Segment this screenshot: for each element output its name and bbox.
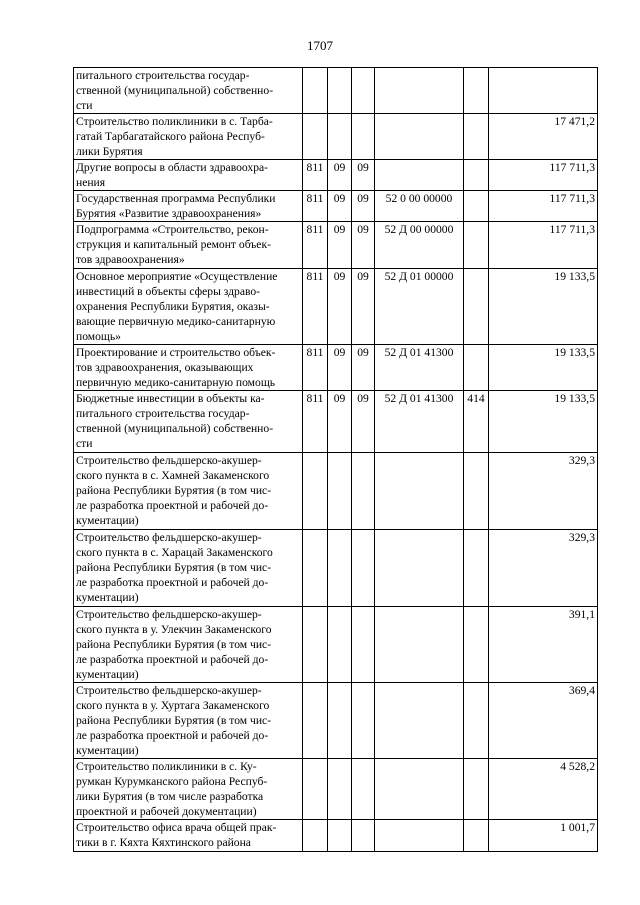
row-target-article-cell	[375, 607, 464, 683]
table-row	[74, 759, 598, 820]
row-grbs-cell	[303, 68, 328, 114]
row-amount-cell: 17 471,2	[489, 114, 598, 160]
row-subsection-cell	[352, 453, 375, 530]
row-name-cell: Строительство фельдшерско-акушер- ского пункта в с. Хамней Закаменского района Республики Бурятия (в том чис- ле разработка проектной и рабочей до- кументации)	[74, 453, 303, 530]
row-expense-type-cell	[464, 530, 489, 607]
row-expense-type-cell	[464, 68, 489, 114]
row-subsection-cell: 09	[352, 191, 375, 222]
row-amount-cell: 369,4	[489, 683, 598, 759]
row-expense-type-cell	[464, 820, 489, 852]
page-number: 1707	[307, 38, 333, 53]
row-target-article-cell: 52 Д 00 00000	[375, 222, 464, 269]
row-grbs-cell	[303, 820, 328, 852]
row-amount-cell: 329,3	[489, 530, 598, 607]
row-subsection-cell: 09	[352, 160, 375, 191]
row-expense-type-cell	[464, 222, 489, 269]
table-row	[74, 345, 598, 391]
row-expense-type-cell	[464, 269, 489, 345]
table-row	[74, 222, 598, 269]
row-grbs-cell	[303, 114, 328, 160]
row-name-cell: Другие вопросы в области здравоохра- нения	[74, 160, 303, 191]
row-name-cell: Строительство фельдшерско-акушер- ского пункта в у. Улекчин Закаменского района Республики Бурятия (в том чис- ле разработка проектной и рабочей до- кументации)	[74, 607, 303, 683]
row-amount-cell: 4 528,2	[489, 759, 598, 820]
row-grbs-cell: 811	[303, 391, 328, 453]
row-subsection-cell	[352, 530, 375, 607]
row-target-article-cell	[375, 683, 464, 759]
row-section-cell	[328, 114, 352, 160]
row-section-cell	[328, 68, 352, 114]
row-subsection-cell	[352, 683, 375, 759]
row-section-cell	[328, 453, 352, 530]
row-section-cell	[328, 607, 352, 683]
row-subsection-cell: 09	[352, 345, 375, 391]
row-amount-cell: 19 133,5	[489, 269, 598, 345]
row-expense-type-cell	[464, 759, 489, 820]
row-section-cell: 09	[328, 160, 352, 191]
row-grbs-cell: 811	[303, 269, 328, 345]
row-amount-cell: 117 711,3	[489, 191, 598, 222]
table-row	[74, 114, 598, 160]
table-row	[74, 453, 598, 530]
row-name-cell: Основное мероприятие «Осуществление инвестиций в объекты сферы здраво- охранения Республики Бурятия, оказы- вающие первичную медико-санитарную помощь»	[74, 269, 303, 345]
row-amount-cell: 117 711,3	[489, 160, 598, 191]
table-row	[74, 820, 598, 852]
row-name-cell: Строительство поликлиники в с. Ку- румкан Курумканского района Респуб- лики Бурятия (в том числе разработка проектной и рабочей документации)	[74, 759, 303, 820]
row-amount-cell: 1 001,7	[489, 820, 598, 852]
row-target-article-cell: 52 Д 01 41300	[375, 345, 464, 391]
row-amount-cell: 329,3	[489, 453, 598, 530]
row-section-cell: 09	[328, 391, 352, 453]
row-target-article-cell: 52 Д 01 41300	[375, 391, 464, 453]
row-subsection-cell	[352, 114, 375, 160]
table-row	[74, 683, 598, 759]
row-grbs-cell	[303, 530, 328, 607]
table-row	[74, 68, 598, 114]
row-name-cell: Проектирование и строительство объек- тов здравоохранения, оказывающих первичную медико-санитарную помощь	[74, 345, 303, 391]
row-amount-cell	[489, 68, 598, 114]
row-section-cell: 09	[328, 191, 352, 222]
row-target-article-cell	[375, 530, 464, 607]
row-section-cell	[328, 530, 352, 607]
row-section-cell: 09	[328, 345, 352, 391]
row-grbs-cell: 811	[303, 160, 328, 191]
table-row	[74, 160, 598, 191]
row-expense-type-cell: 414	[464, 391, 489, 453]
row-name-cell: Строительство офиса врача общей прак- тики в г. Кяхта Кяхтинского района	[74, 820, 303, 852]
row-section-cell: 09	[328, 222, 352, 269]
row-amount-cell: 19 133,5	[489, 391, 598, 453]
budget-table	[73, 67, 598, 852]
row-target-article-cell	[375, 453, 464, 530]
row-name-cell: Подпрограмма «Строительство, рекон- струкция и капитальный ремонт объек- тов здравоохранения»	[74, 222, 303, 269]
row-expense-type-cell	[464, 114, 489, 160]
row-section-cell	[328, 820, 352, 852]
table-row	[74, 391, 598, 453]
row-target-article-cell	[375, 114, 464, 160]
row-amount-cell: 117 711,3	[489, 222, 598, 269]
row-subsection-cell	[352, 820, 375, 852]
row-amount-cell: 19 133,5	[489, 345, 598, 391]
row-subsection-cell: 09	[352, 391, 375, 453]
row-name-cell: Строительство поликлиники в с. Тарба- гатай Тарбагатайского района Респуб- лики Бурятия	[74, 114, 303, 160]
row-name-cell: Строительство фельдшерско-акушер- ского пункта в с. Харацай Закаменского района Республики Бурятия (в том чис- ле разработка проектной и рабочей до- кументации)	[74, 530, 303, 607]
row-subsection-cell: 09	[352, 222, 375, 269]
row-target-article-cell	[375, 160, 464, 191]
row-grbs-cell: 811	[303, 345, 328, 391]
table-row	[74, 607, 598, 683]
row-grbs-cell: 811	[303, 222, 328, 269]
row-target-article-cell	[375, 759, 464, 820]
table-row	[74, 269, 598, 345]
row-expense-type-cell	[464, 453, 489, 530]
row-section-cell	[328, 759, 352, 820]
row-name-cell: Государственная программа Республики Бурятия «Развитие здравоохранения»	[74, 191, 303, 222]
row-grbs-cell	[303, 683, 328, 759]
row-expense-type-cell	[464, 191, 489, 222]
row-target-article-cell: 52 0 00 00000	[375, 191, 464, 222]
row-subsection-cell: 09	[352, 269, 375, 345]
row-target-article-cell	[375, 820, 464, 852]
row-section-cell	[328, 683, 352, 759]
row-target-article-cell	[375, 68, 464, 114]
row-name-cell: Строительство фельдшерско-акушер- ского пункта в у. Хуртага Закаменского района Республики Бурятия (в том чис- ле разработка проектной и рабочей до- кументации)	[74, 683, 303, 759]
row-grbs-cell	[303, 453, 328, 530]
row-expense-type-cell	[464, 160, 489, 191]
row-subsection-cell	[352, 607, 375, 683]
row-section-cell: 09	[328, 269, 352, 345]
row-amount-cell: 391,1	[489, 607, 598, 683]
table-row	[74, 530, 598, 607]
row-target-article-cell: 52 Д 01 00000	[375, 269, 464, 345]
row-grbs-cell	[303, 759, 328, 820]
row-name-cell: Бюджетные инвестиции в объекты ка- питального строительства государ- ственной (муниципальной) собственно- сти	[74, 391, 303, 453]
row-subsection-cell	[352, 68, 375, 114]
row-grbs-cell	[303, 607, 328, 683]
row-grbs-cell: 811	[303, 191, 328, 222]
row-name-cell: питального строительства государ- ственной (муниципальной) собственно- сти	[74, 68, 303, 114]
row-subsection-cell	[352, 759, 375, 820]
row-expense-type-cell	[464, 607, 489, 683]
row-expense-type-cell	[464, 345, 489, 391]
table-body	[74, 68, 598, 852]
table-row	[74, 191, 598, 222]
row-expense-type-cell	[464, 683, 489, 759]
